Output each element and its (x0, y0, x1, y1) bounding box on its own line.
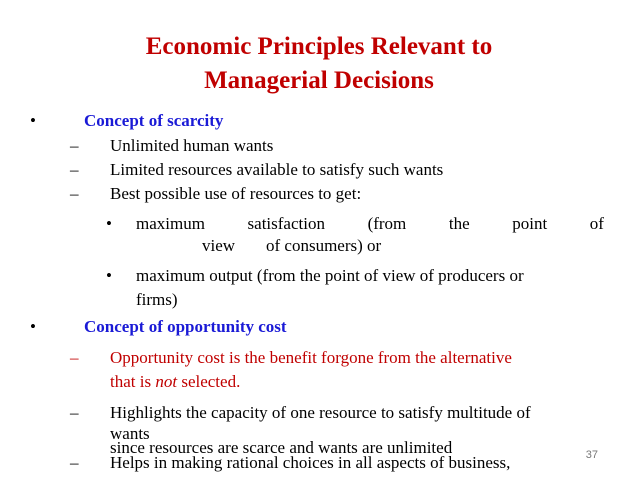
word: the (448, 214, 470, 233)
opportunity-item-3-line-1: Helps in making rational choices in all aspects of business, (110, 453, 511, 472)
title-line-2: Managerial Decisions (204, 67, 434, 94)
opportunity-heading: Concept of opportunity cost (84, 317, 287, 336)
dash-icon: – (70, 453, 79, 472)
scarcity-sub-1-line-2a: view (202, 236, 236, 255)
bullet-icon: • (30, 111, 36, 130)
opportunity-overlap-text: since resources are scarce and wants are unlimited (110, 438, 453, 457)
word: of (589, 214, 604, 233)
scarcity-sub-1-line-1 (136, 213, 604, 235)
opportunity-item-1-line-2 (110, 371, 240, 393)
opportunity-item-2-line-1: Highlights the capacity of one resource to satisfy multitude of (110, 403, 531, 422)
scarcity-heading: Concept of scarcity (84, 111, 224, 130)
scarcity-sub-1-line-2b: of consumers) or (266, 236, 382, 255)
word: satisfaction (247, 214, 325, 233)
opportunity-item-2-line-2: wants (110, 424, 150, 443)
bullet-icon: • (106, 266, 112, 285)
dash-icon: – (70, 403, 79, 422)
text-fragment: selected. (177, 372, 241, 391)
scarcity-sub-2-line-2: firms) (136, 290, 178, 309)
word: maximum (136, 214, 205, 233)
scarcity-item-3: Best possible use of resources to get: (110, 184, 362, 203)
opportunity-item-1-line-1: Opportunity cost is the benefit forgone from the alternative (110, 348, 512, 367)
bullet-icon: • (106, 214, 112, 233)
page-number: 37 (585, 449, 598, 461)
slide-title (0, 30, 638, 98)
bullet-icon: • (30, 317, 36, 336)
scarcity-item-1: Unlimited human wants (110, 136, 274, 155)
scarcity-sub-2-line-1: maximum output (from the point of view of producers or (136, 266, 524, 285)
dash-icon: – (70, 348, 79, 367)
dash-icon: – (70, 184, 79, 203)
dash-icon: – (70, 136, 79, 155)
word: (from (367, 214, 407, 233)
word: point (512, 214, 548, 233)
title-line-1: Economic Principles Relevant to (145, 33, 493, 60)
emphasis: not (155, 372, 178, 391)
dash-icon: – (70, 160, 79, 179)
scarcity-item-2: Limited resources available to satisfy such wants (110, 160, 444, 179)
text-fragment: that is (110, 372, 156, 391)
